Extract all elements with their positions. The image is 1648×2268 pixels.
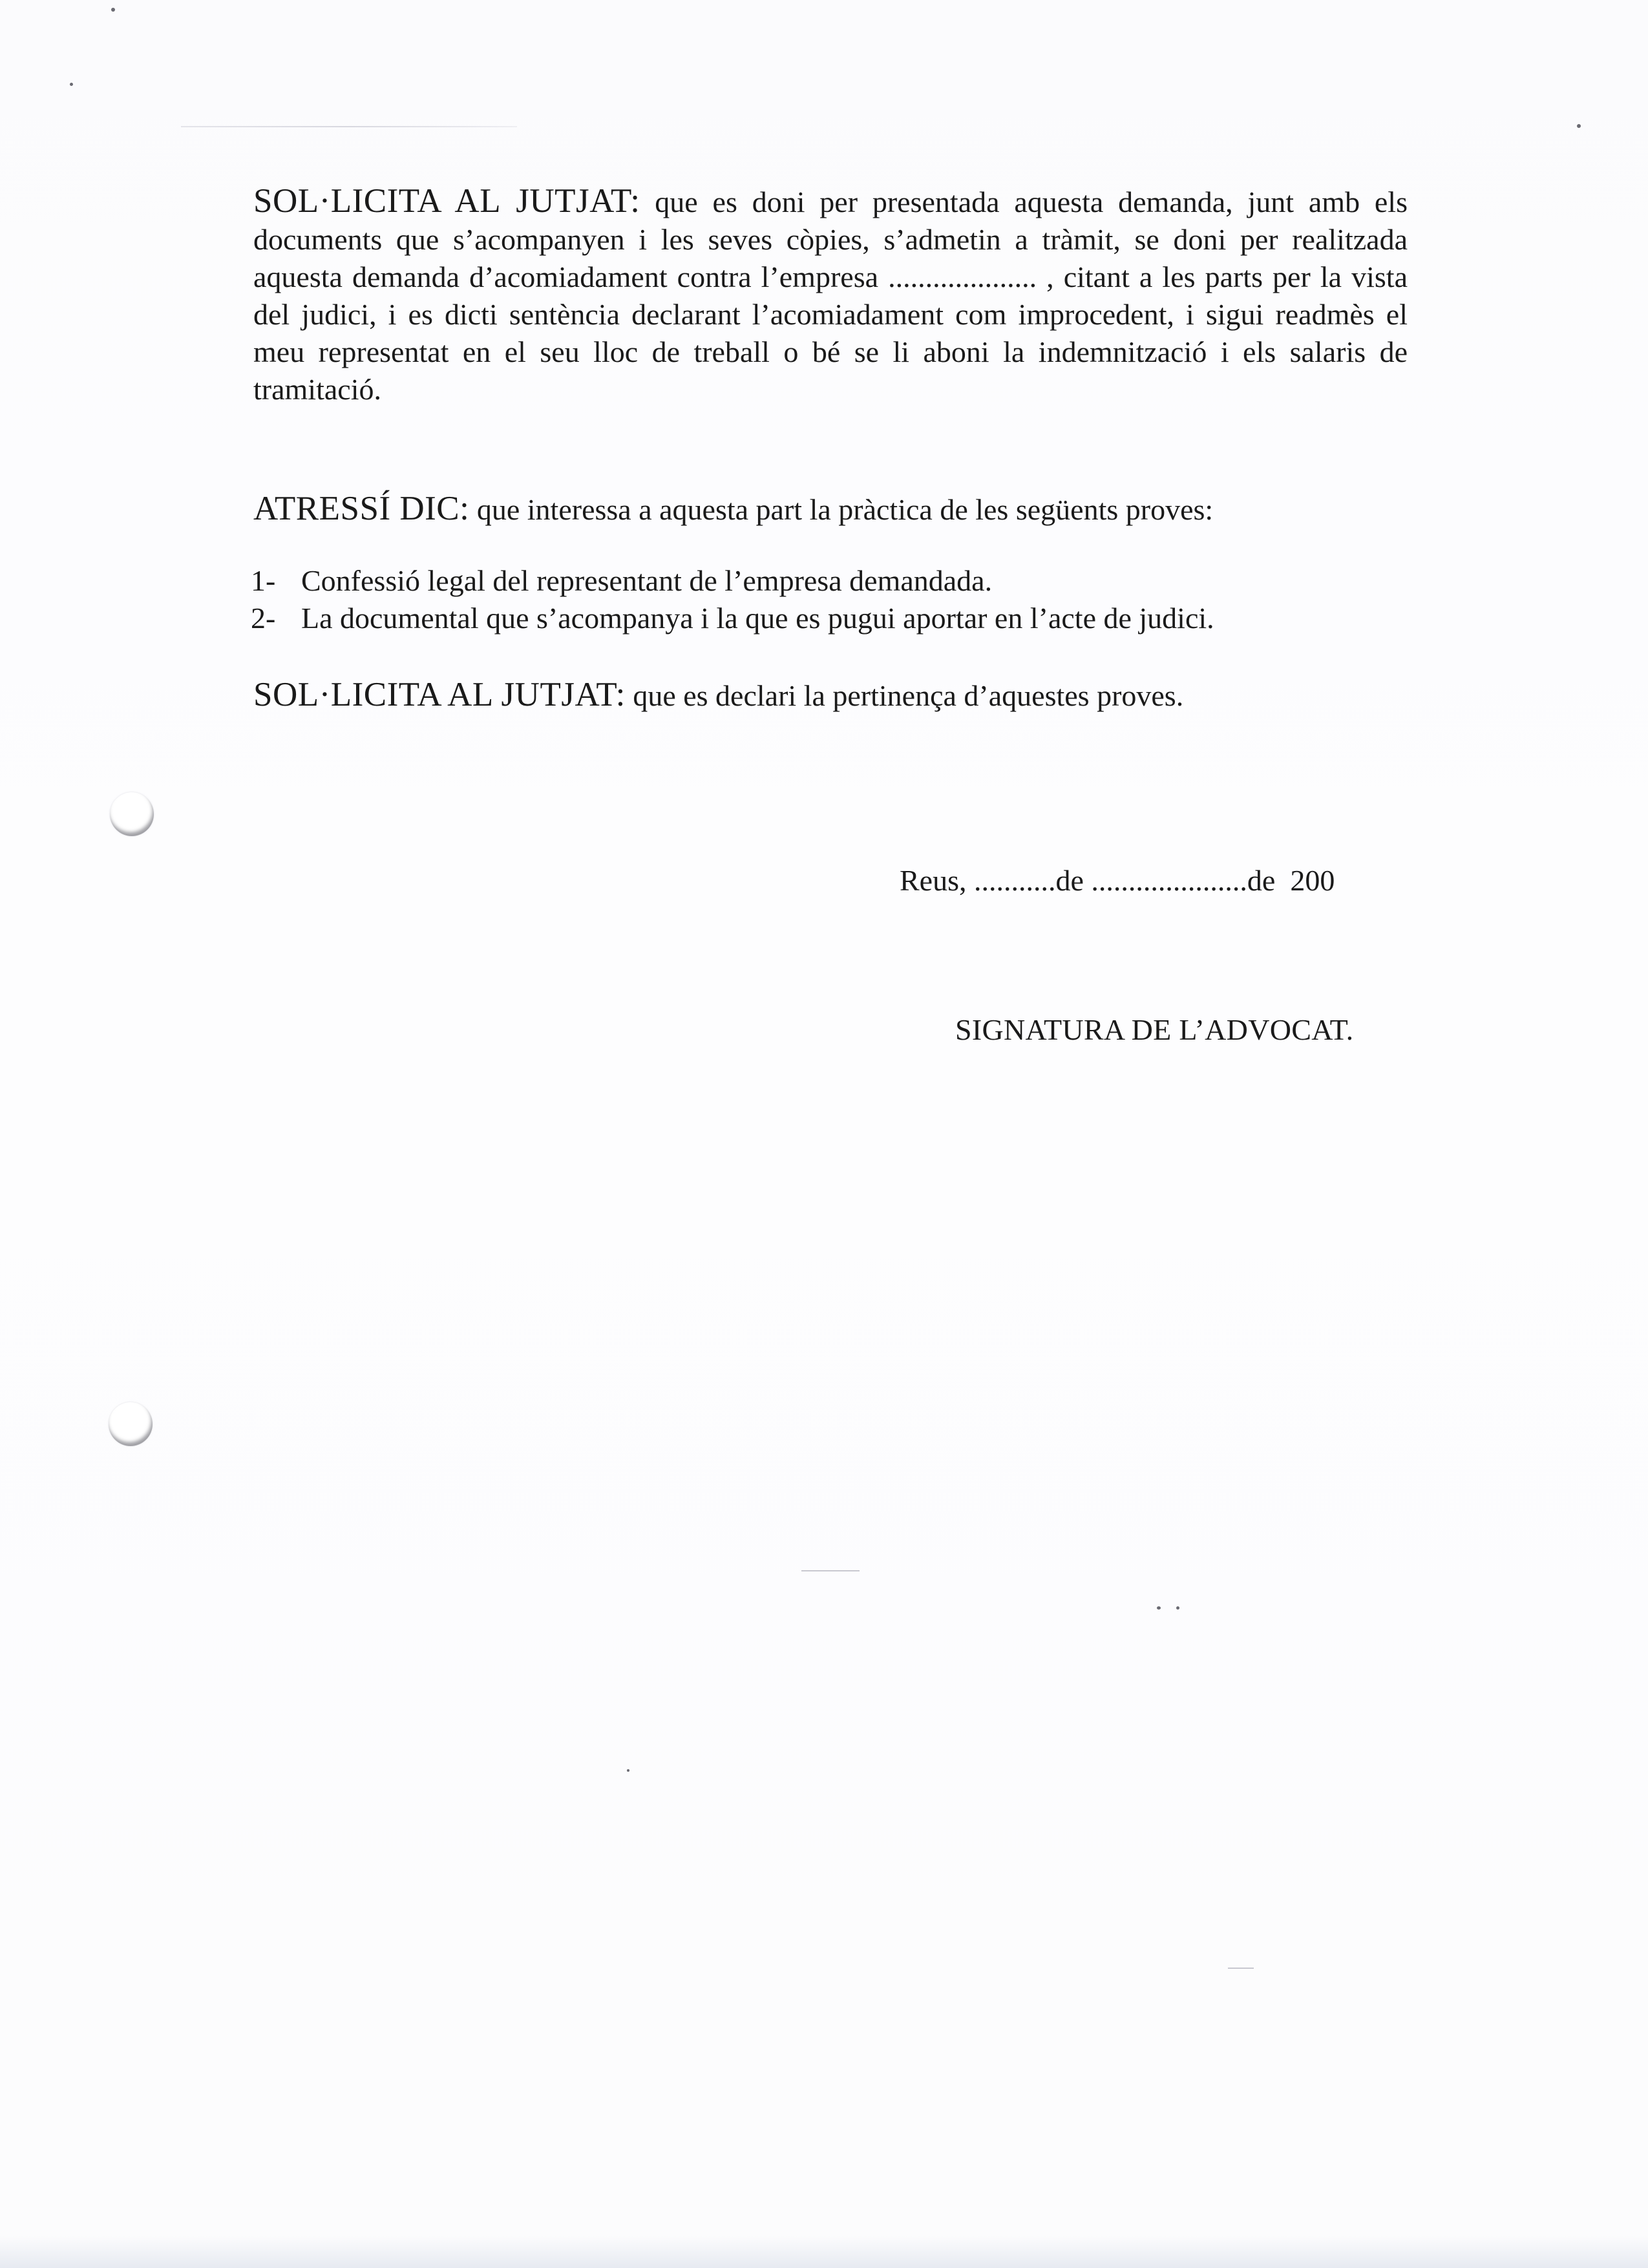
- signature-label: SIGNATURA DE L’ADVOCAT.: [955, 1013, 1354, 1046]
- second-request-lead: SOL·LICITA AL JUTJAT:: [253, 676, 626, 713]
- second-request-body: que es declari la pertinença d’aquestes proves.: [625, 679, 1184, 712]
- list-item-number: 1-: [251, 564, 276, 597]
- atressi-lead: ATRESSÍ DIC:: [253, 490, 470, 527]
- proof-list: [251, 562, 1214, 637]
- scan-speck: [627, 1769, 629, 1772]
- list-item-text: Confessió legal del representant de l’empresa demandada.: [301, 564, 993, 597]
- scan-edge-shadow: [0, 2236, 1648, 2268]
- scan-speck: [1176, 1606, 1179, 1610]
- atressi-body: que interessa a aquesta part la pràctica de les següents proves:: [469, 493, 1214, 526]
- scan-speck: [70, 83, 73, 86]
- scan-mark: [801, 1570, 860, 1571]
- list-item: [251, 562, 1214, 600]
- scan-speck: [111, 8, 115, 12]
- punch-hole: [110, 792, 154, 836]
- request-body: que es doni per presentada aquesta demanda, junt amb els documents que s’acompanyen i les seves còpies, s’admetin a tràmit, se doni per realitzada aquesta demanda d’acomiadament contra l’empresa .................... , citant a les parts per la vista del judici, i es dicti sentència declarant l’acomiadament com improcedent, i sigui readmès el meu representat en el seu lloc de treball o bé se li aboni la indemnització i els salaris de tramitació.: [253, 185, 1408, 406]
- request-lead: SOL·LICITA AL JUTJAT:: [253, 182, 640, 220]
- scan-mark: [181, 126, 517, 127]
- second-request-paragraph: [253, 676, 1408, 715]
- list-item-text: La documental que s’acompanya i la que es pugui aportar en l’acte de judici.: [301, 602, 1214, 635]
- list-item-number: 2-: [251, 602, 276, 635]
- atressi-paragraph: [253, 490, 1408, 529]
- scan-speck: [1577, 124, 1581, 128]
- list-item: [251, 600, 1214, 637]
- punch-hole: [109, 1402, 153, 1446]
- request-paragraph: [253, 182, 1408, 408]
- scan-speck: [1157, 1606, 1161, 1610]
- date-line: Reus, ...........de .....................de 200: [900, 864, 1335, 897]
- scan-mark: [1228, 1968, 1254, 1969]
